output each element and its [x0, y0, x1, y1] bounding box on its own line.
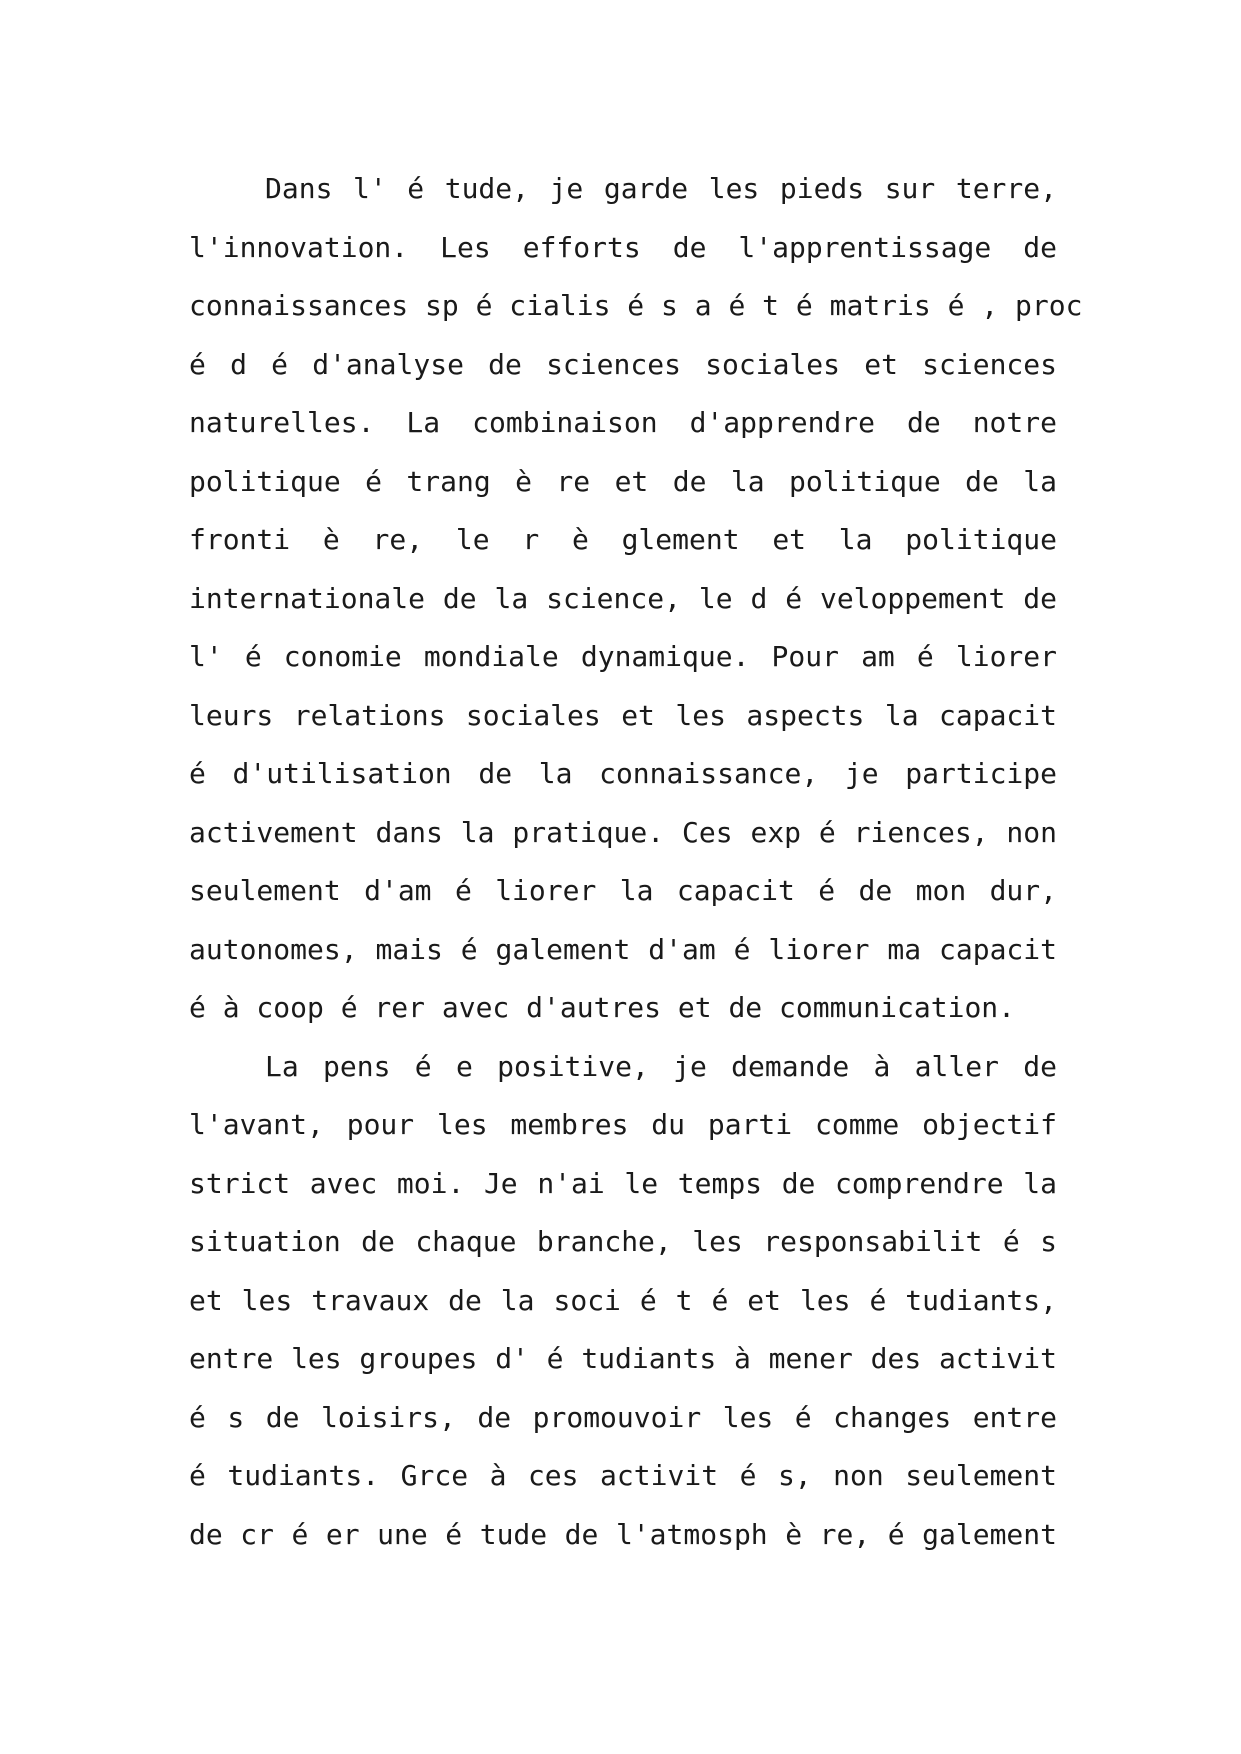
text-line: entre les groupes d' é tudiants à mener des activit	[189, 1342, 1057, 1375]
body-text	[189, 160, 1083, 1564]
text-line: leurs relations sociales et les aspects la capacit	[189, 698, 1057, 732]
text-line: l'innovation. Les efforts de l'apprentissage de	[189, 230, 1057, 264]
text-line: é d'utilisation de la connaissance, je participe	[189, 757, 1057, 790]
text-line: l'avant, pour les membres du parti comme objectif	[189, 1108, 1057, 1141]
text-line: activement dans la pratique. Ces exp é riences, non	[189, 815, 1057, 849]
text-line: fronti è re, le r è glement et la politique	[189, 523, 1057, 556]
text-line: connaissances sp é cialis é s a é t é matris é , proc	[189, 289, 1083, 322]
text-line: é tudiants. Grce à ces activit é s, non seulement	[189, 1459, 1057, 1492]
paragraph-2	[189, 1038, 1057, 1565]
text-line: strict avec moi. Je n'ai le temps de comprendre la	[189, 1166, 1057, 1200]
text-line: l' é conomie mondiale dynamique. Pour am é liorer	[189, 640, 1057, 673]
text-line: politique é trang è re et de la politique de la	[189, 464, 1057, 498]
text-line: é à coop é rer avec d'autres et de communication.	[189, 991, 1016, 1024]
text-line: autonomes, mais é galement d'am é liorer ma capacit	[189, 932, 1057, 966]
text-line: é s de loisirs, de promouvoir les é changes entre	[189, 1400, 1057, 1434]
text-line: seulement d'am é liorer la capacit é de mon dur,	[189, 874, 1057, 907]
text-line: et les travaux de la soci é t é et les é tudiants,	[189, 1283, 1057, 1317]
paragraph-1	[189, 160, 1083, 1038]
text-line: de cr é er une é tude de l'atmosph è re, é galement	[189, 1517, 1057, 1551]
text-line: internationale de la science, le d é veloppement de	[189, 581, 1057, 615]
text-line: naturelles. La combinaison d'apprendre de notre	[189, 406, 1057, 439]
text-line: situation de chaque branche, les responsabilit é s	[189, 1225, 1057, 1258]
text-line: Dans l' é tude, je garde les pieds sur terre,	[265, 172, 1057, 205]
text-line: La pens é e positive, je demande à aller de	[265, 1049, 1057, 1083]
text-line: é d é d'analyse de sciences sociales et sciences	[189, 347, 1057, 381]
